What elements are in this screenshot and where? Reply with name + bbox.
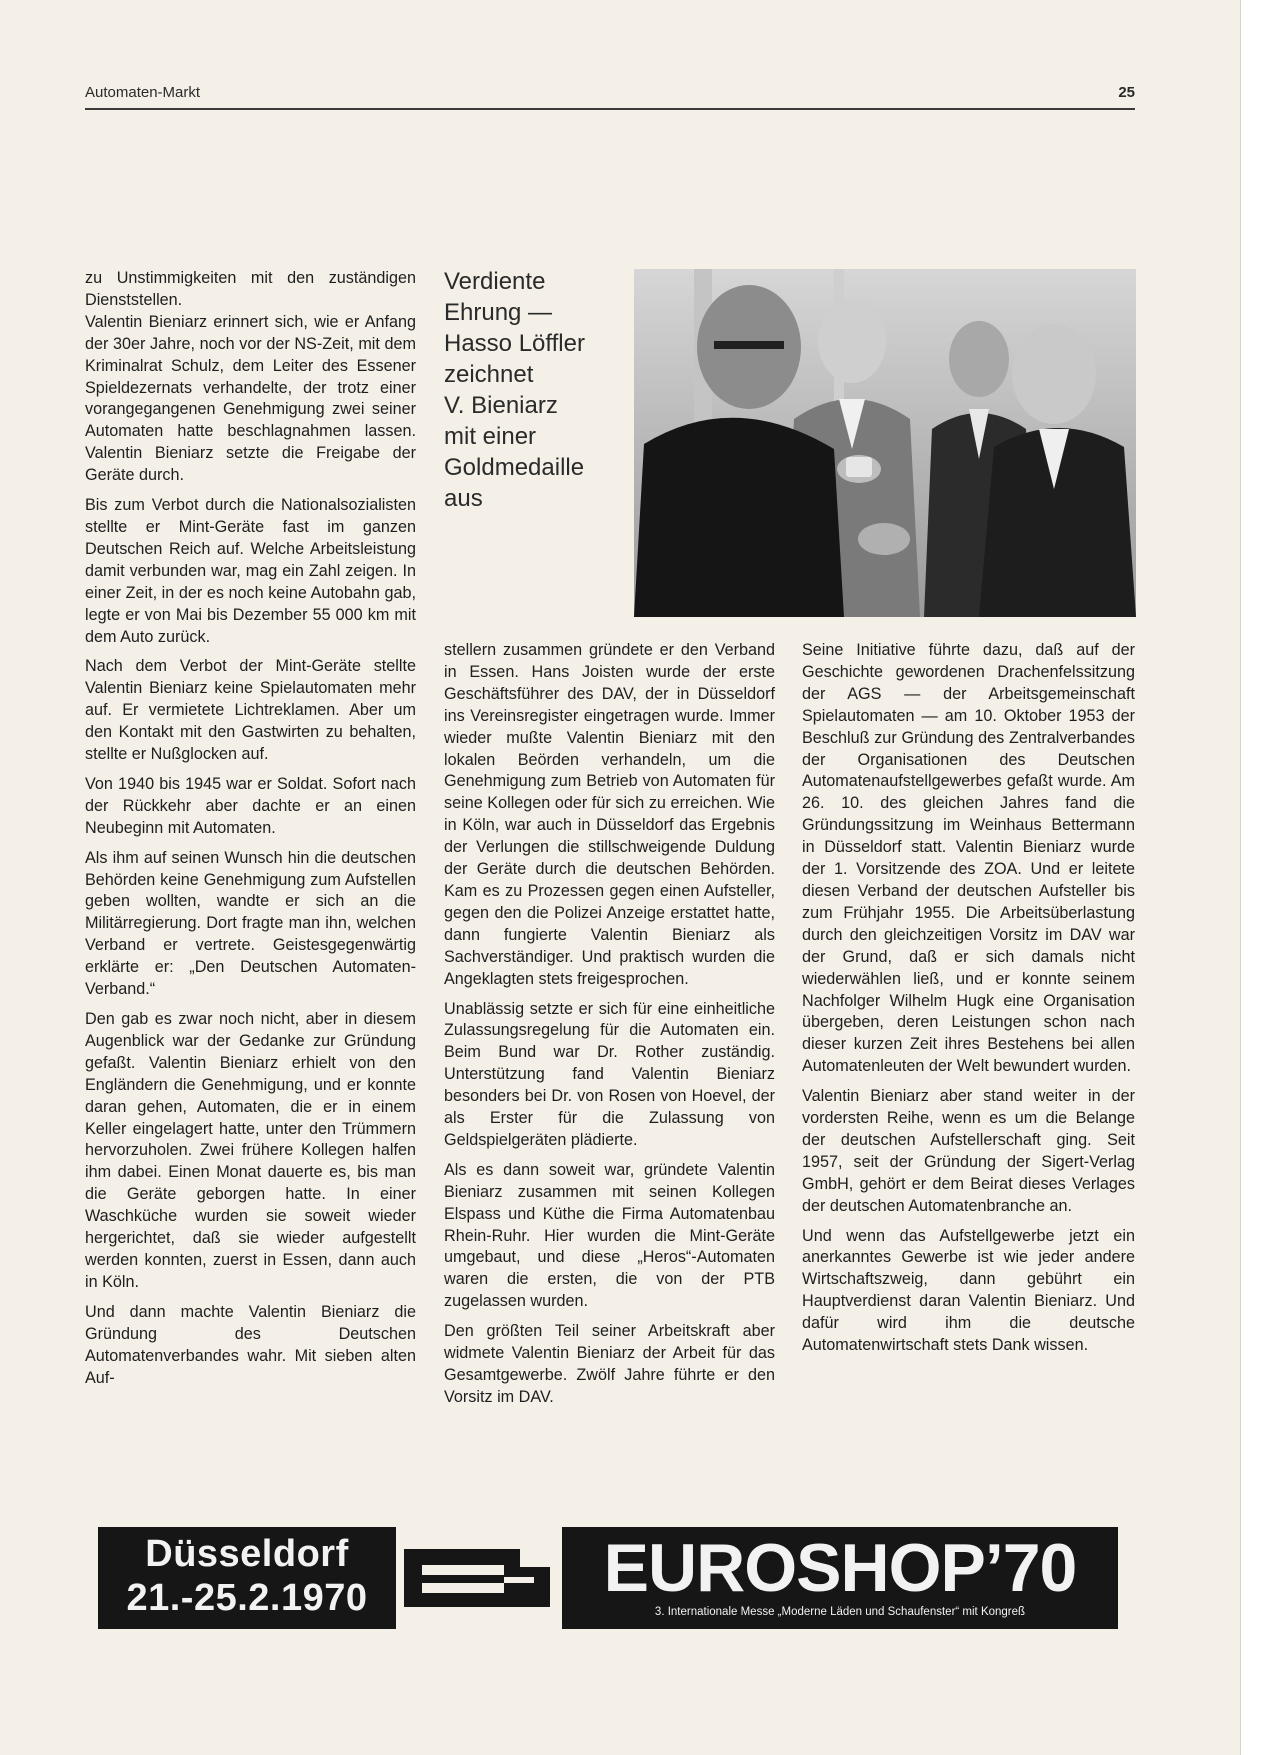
paragraph: zu Unstimmigkeiten mit den zuständigen Dienststellen. Valentin Bieniarz erinnert sich, wie er Anfang der 30er Jahre, noch vor der NS-Zeit, mit dem Kriminalrat Schulz, dem Leiter des Essener Spieldezernats verhandelte, der trotz einer vorangegangenen Genehmigung zwei seiner Automaten hatte beschlagnahmen lassen. Valentin Bieniarz setzte die Freigabe der Geräte durch. [85,269,416,485]
paragraph: Als ihm auf seinen Wunsch hin die deutschen Behörden keine Genehmigung zum Aufstellen geben wollten, wandte er sich an die Militärregierung. Dort fragte man ihn, welchen Verband er vertrete. Geistesgegenwärtig erklärte er: „Den Deutschen Automaten-Verband.“ [85,848,416,999]
paragraph: Den größten Teil seiner Arbeitskraft aber widmete Valentin Bieniarz der Arbeit für das Gesamtgewerbe. Zwölf Jahre führte er den Vorsitz im DAV. [444,1322,775,1406]
article-column-2 [444,640,775,1417]
photo-illustration [634,269,1136,617]
ad-dates: 21.-25.2.1970 [126,1577,368,1619]
paragraph: Den gab es zwar noch nicht, aber in diesem Augenblick war der Gedanke zur Gründung gefaßt. Valentin Bieniarz erhielt von den Engländern die Genehmigung, und er konnte daran gehen, Automaten, die er in einem Keller eingelagert hatte, unter den Trümmern hervorzuholen. Zwei frühere Kollegen halfen ihm dabei. Einen Monat dauerte es, bis man die Geräte geborgen hatte. In einer Waschküche wurden sie soweit wieder hergerichtet, daß sie wieder aufgestellt werden konnten, zuerst in Essen, dann auch in Köln. [85,1010,416,1291]
page-header [85,80,1135,110]
photo-caption [444,266,619,514]
caption-line: V. Bieniarz [444,392,558,419]
paragraph: stellern zusammen gründete er den Verband in Essen. Hans Joisten wurde der erste Geschäftsführer des DAV, der in Düsseldorf ins Vereinsregister eingetragen wurde. Immer wieder mußte Valentin Bieniarz mit den lokalen Beörden verhandeln, um die Genehmigung zum Betrieb von Automaten für seine Kollegen oder für sich zu erreichen. Wie in Köln, war auch in Düsseldorf das Ergebnis der Verlungen die stillschweigende Duldung der Geräte durch die deutschen Behörden. Kam es zu Prozessen gegen einen Aufsteller, gegen den die Polizei Anzeige erstattet hatte, dann fungierte Valentin Bieniarz als Sachverständiger. Und praktisch wurden die Angeklagten stets freigesprochen. [444,641,775,988]
paragraph: Seine Initiative führte dazu, daß auf der Geschichte gewordenen Drachenfelssitzung der AGS — der Arbeitsgemeinschaft Spielautomaten — am 10. Oktober 1953 der Beschluß zur Gründung des Zentralverbandes der Organisationen des Deutschen Automatenaufstellgewerbes gefaßt wurde. Am 26. 10. des gleichen Jahres fand die Gründungssitzung im Weinhaus Bettermann in Düsseldorf statt. Valentin Bieniarz wurde der 1. Vorsitzende des ZOA. Und er leitete diesen Verband der deutschen Aufsteller bis zum Frühjahr 1955. Die Arbeitsüberlastung durch den gleichzeitigen Vorsitz im DAV war der Grund, daß er sich damals nicht wiederwählen ließ, und er konnte seinem Nachfolger Wilhelm Hugk eine Organisation übergeben, deren Leistungen schon nach dieser kurzen Zeit ihres Bestehens bei allen Automatenleuten der Welt bewundert wurden. [802,641,1135,1076]
section-title: Automaten-Markt [85,84,201,101]
caption-line: Hasso Löffler [444,330,585,357]
euroshop-logo-icon [400,1527,560,1629]
caption-line: Ehrung — [444,299,553,326]
paragraph: Nach dem Verbot der Mint-Geräte stellte Valentin Bieniarz keine Spielautomaten mehr auf. Er vermietete Lichtreklamen. Aber um den Kontakt mit den Gastwirten zu behalten, stellte er Nußglocken auf. [85,657,416,764]
ad-euroshop-box [562,1527,1118,1629]
award-photo [634,269,1136,617]
ad-brand: EUROSHOP’70 [603,1530,1077,1606]
paragraph: Bis zum Verbot durch die Nationalsozialisten stellte er Mint-Geräte fast im ganzen Deutschen Reich auf. Welche Arbeitsleistung damit verbunden war, mag ein Zahl zeigen. In einer Zeit, in der es noch keine Autobahn gab, legte er von Mai bis Dezember 55 000 km mit dem Auto zurück. [85,496,416,646]
ad-city: Düsseldorf [145,1533,349,1575]
paragraph: Und dann machte Valentin Bieniarz die Gründung des Deutschen Automatenverbandes wahr. Mit sieben alten Auf- [85,1302,416,1387]
caption-line: Verdiente [444,268,546,295]
caption-line: zeichnet [444,361,534,388]
article-column-1 [85,268,416,1397]
caption-line: Goldmedaille [444,454,585,481]
paragraph: Unablässig setzte er sich für eine einheitliche Zulassungsregelung für die Automaten ein. Beim Bund war Dr. Rother zuständig. Unterstützung fand Valentin Bieniarz besonders bei Dr. von Rosen von Hoevel, der als Erster für die Zulassung von Geldspielgeräten plädierte. [444,999,775,1149]
paragraph: Und wenn das Aufstellgewerbe jetzt ein anerkanntes Gewerbe ist wie jeder andere Wirtschaftszweig, dann gebührt ein Hauptverdienst daran Valentin Bieniarz. Und dafür wird ihm die deutsche Automatenwirtschaft stets Dank wissen. [802,1226,1135,1355]
article-column-3 [802,640,1135,1365]
paragraph: Valentin Bieniarz aber stand weiter in der vordersten Reihe, wenn es um die Belange der deutschen Aufstellerschaft ging. Seit 1957, seit der Gründung der Sigert-Verlag GmbH, gehört er dem Beirat dieses Verlages der deutschen Automatenbranche an. [802,1087,1135,1215]
paragraph: Von 1940 bis 1945 war er Soldat. Sofort nach der Rückkehr aber dachte er an einen Neubeginn mit Automaten. [85,774,416,837]
paragraph: Als es dann soweit war, gründete Valentin Bieniarz zusammen mit seinen Kollegen Elspass und Küthe die Firma Automatenbau Rhein-Ruhr. Hier wurden die Mint-Geräte umgebaut, und diese „Heros“-Automaten waren die ersten, die von der PTB zugelassen wurden. [444,1160,775,1311]
ad-city-date-box [98,1527,396,1629]
caption-line: aus [444,485,483,512]
caption-line: mit einer [444,423,537,450]
page-number: 25 [1118,84,1135,101]
ad-subline: 3. Internationale Messe „Moderne Läden und Schaufenster“ mit Kongreß [654,1606,1026,1618]
